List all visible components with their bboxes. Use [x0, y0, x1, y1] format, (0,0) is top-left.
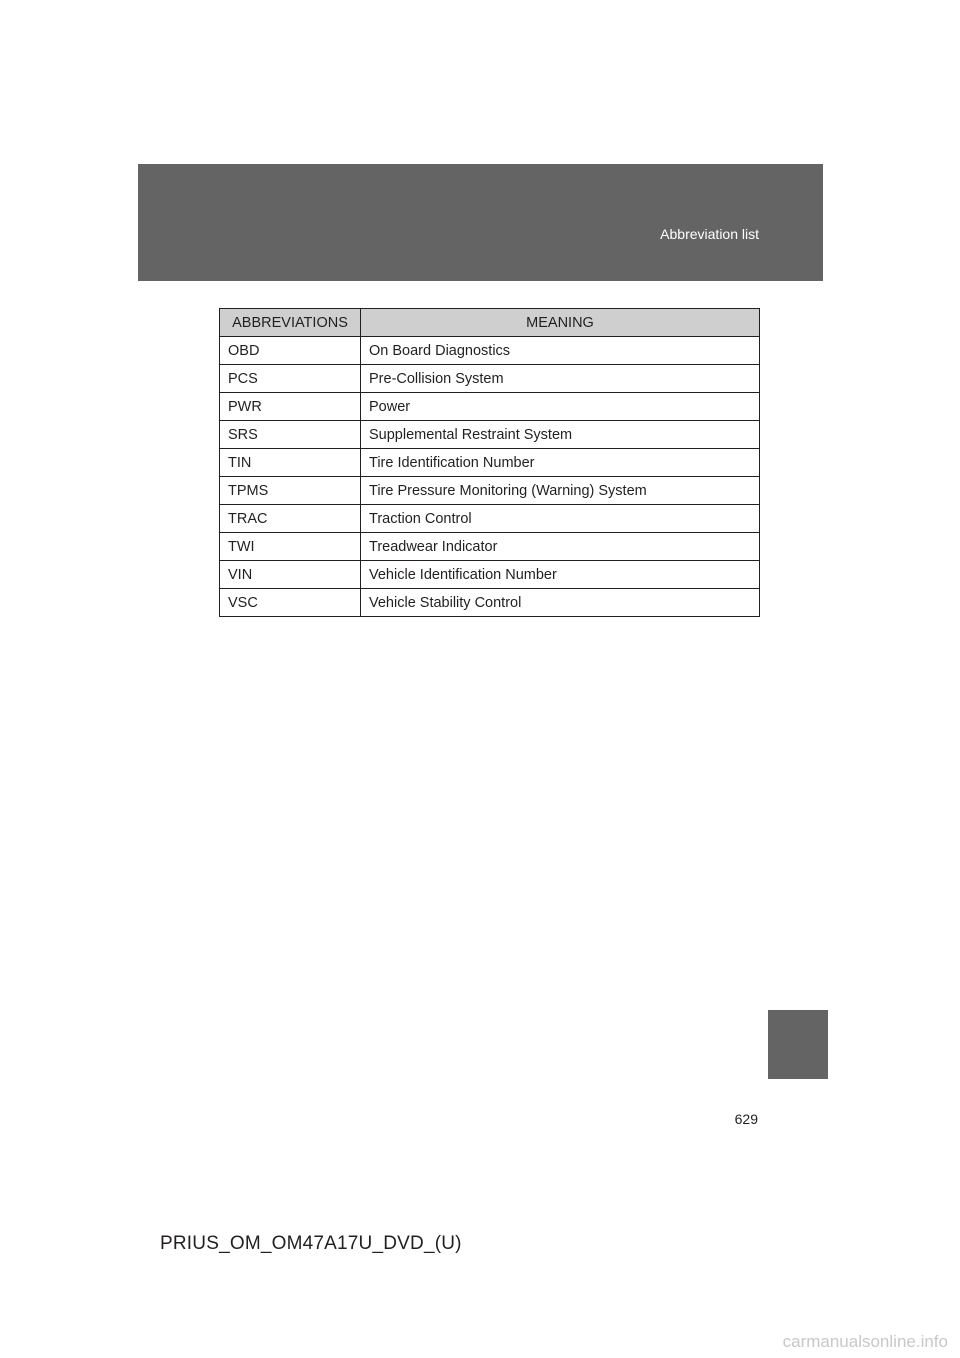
column-header-meaning: MEANING	[361, 309, 760, 337]
table-row	[220, 449, 760, 477]
table-row	[220, 505, 760, 533]
page-number: 629	[734, 1111, 758, 1127]
document-id: PRIUS_OM_OM47A17U_DVD_(U)	[160, 1233, 462, 1254]
table-row	[220, 393, 760, 421]
abbreviation-cell: VSC	[220, 589, 361, 617]
section-side-tab	[768, 1010, 828, 1079]
meaning-cell: Vehicle Stability Control	[361, 589, 760, 617]
meaning-cell: Power	[361, 393, 760, 421]
abbreviation-cell: PWR	[220, 393, 361, 421]
table-row	[220, 421, 760, 449]
meaning-cell: Supplemental Restraint System	[361, 421, 760, 449]
abbreviation-table	[219, 308, 760, 617]
header-band	[138, 164, 823, 281]
abbreviation-cell: TWI	[220, 533, 361, 561]
abbreviation-cell: OBD	[220, 337, 361, 365]
meaning-cell: On Board Diagnostics	[361, 337, 760, 365]
table-row	[220, 477, 760, 505]
meaning-cell: Tire Identification Number	[361, 449, 760, 477]
table-row	[220, 337, 760, 365]
table-row	[220, 561, 760, 589]
meaning-cell: Tire Pressure Monitoring (Warning) System	[361, 477, 760, 505]
table-header-row	[220, 309, 760, 337]
meaning-cell: Treadwear Indicator	[361, 533, 760, 561]
meaning-cell: Traction Control	[361, 505, 760, 533]
table-row	[220, 365, 760, 393]
meaning-cell: Vehicle Identification Number	[361, 561, 760, 589]
abbreviation-cell: TIN	[220, 449, 361, 477]
section-title: Abbreviation list	[660, 226, 759, 242]
abbreviation-cell: SRS	[220, 421, 361, 449]
column-header-abbreviations: ABBREVIATIONS	[220, 309, 361, 337]
meaning-cell: Pre-Collision System	[361, 365, 760, 393]
watermark: carmanualsonline.info	[782, 1332, 948, 1351]
abbreviation-cell: VIN	[220, 561, 361, 589]
abbreviation-cell: TRAC	[220, 505, 361, 533]
abbreviation-cell: TPMS	[220, 477, 361, 505]
abbreviation-cell: PCS	[220, 365, 361, 393]
table-row	[220, 589, 760, 617]
table-row	[220, 533, 760, 561]
